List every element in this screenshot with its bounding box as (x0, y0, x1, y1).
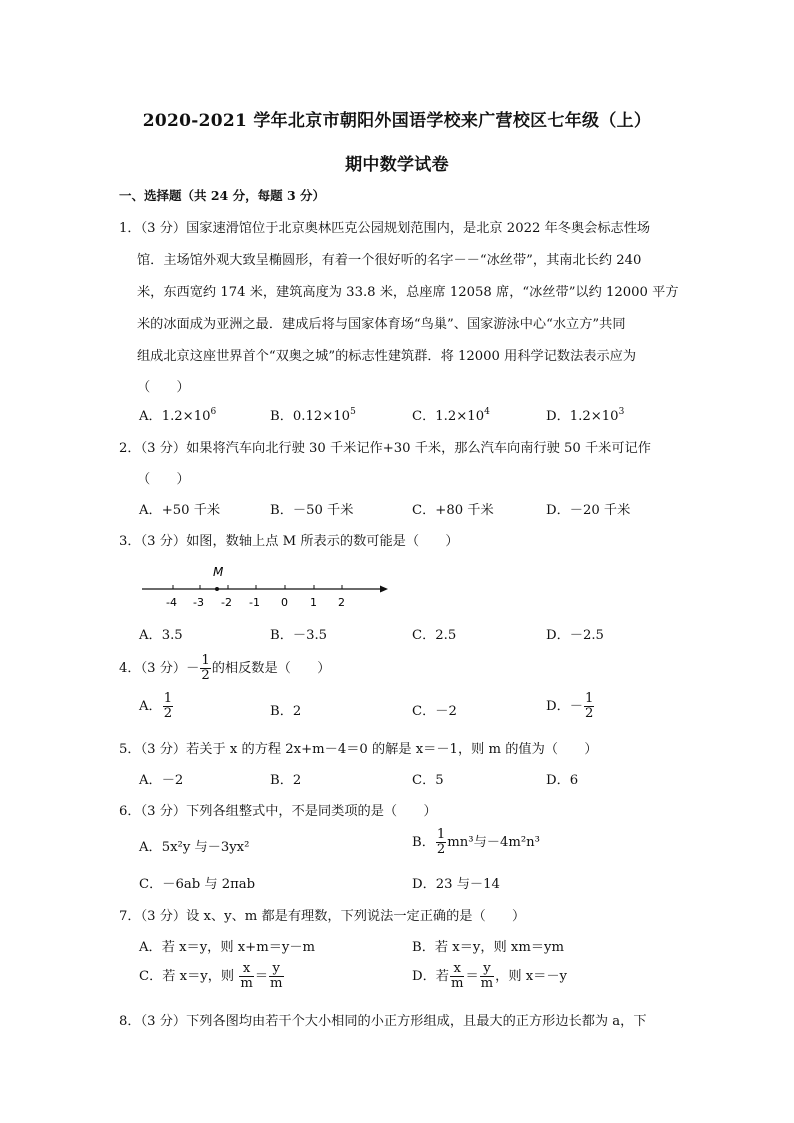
q1-line-1: 1．（3 分）国家速滑馆位于北京奥林匹克公园规划范围内，是北京 2022 年冬奥会标志性场 (119, 221, 651, 236)
q5-option-a[interactable]: A．－2 (139, 773, 184, 788)
q3-line: 3．（3 分）如图，数轴上点 M 所表示的数可能是（ ） (119, 534, 459, 549)
section-heading: 一、选择题（共 24 分，每题 3 分） (119, 188, 326, 203)
tick-label: 2 (338, 596, 345, 609)
q2-option-a[interactable]: A．+50 千米 (139, 503, 221, 518)
tick-label: 0 (281, 596, 288, 609)
q5-option-d[interactable]: D．6 (546, 773, 579, 788)
q7-option-b[interactable]: B．若 x＝y，则 xm＝ym (412, 940, 564, 955)
q4-option-d[interactable]: D．－ $\frac{1}{2}$ (546, 691, 594, 721)
q2-option-b[interactable]: B．－50 千米 (270, 503, 354, 518)
q7-option-d[interactable]: D．若 $\frac{x}{m}$ ＝ $\frac{y}{m}$ ，则 x＝－y (412, 961, 568, 991)
q6-option-c[interactable]: C．－6ab 与 2πab (139, 877, 256, 892)
tick-label: 1 (310, 596, 317, 609)
q6-line: 6．（3 分）下列各组整式中，不是同类项的是（ ） (119, 804, 437, 819)
q2-option-d[interactable]: D．－20 千米 (546, 503, 631, 518)
q5-option-c[interactable]: C．5 (412, 773, 444, 788)
exam-title-line2: 期中数学试卷 (345, 155, 449, 175)
exam-title-line1: 2020-2021 学年北京市朝阳外国语学校来广营校区七年级（上） (142, 111, 652, 131)
q2-line-1: 2．（3 分）如果将汽车向北行驶 30 千米记作+30 千米，那么汽车向南行驶 50 千米可记作 (119, 441, 651, 456)
q1-option-d[interactable]: D．$1.2\times 10^3$ (546, 407, 625, 424)
q1-option-a[interactable]: A．$1.2\times 10^6$ (139, 407, 217, 424)
q5-option-b[interactable]: B．2 (270, 773, 302, 788)
q6-option-d[interactable]: D．23 与－14 (412, 877, 500, 892)
number-line-figure (130, 558, 400, 614)
q4-option-a[interactable]: A． $\frac{1}{2}$ (139, 691, 173, 721)
tick-label: -4 (166, 596, 177, 609)
q8-line: 8．（3 分）下列各图均由若干个大小相同的小正方形组成，且最大的正方形边长都为 a，下 (119, 1014, 647, 1029)
fraction: $\frac{1}{2}$ (201, 653, 210, 683)
q4-option-b[interactable]: B．2 (270, 704, 302, 719)
q1-line-4: 米的冰面成为亚洲之最．建成后将与国家体育场“鸟巢”、国家游泳中心“水立方”共同 (137, 317, 626, 332)
q1-line-3: 米，东西宽约 174 米，建筑高度为 33.8 米，总座席 12058 席，“冰丝带”以约 12000 平方 (137, 285, 679, 300)
tick-label: -3 (193, 596, 204, 609)
q1-line-2: 馆．主场馆外观大致呈椭圆形，有着一个很好听的名字－－“冰丝带”，其南北长约 240 (137, 253, 642, 268)
q2-line-2: （ ） (137, 472, 190, 487)
q7-line: 7．（3 分）设 x、y、m 都是有理数，下列说法一定正确的是（ ） (119, 909, 526, 924)
q7-option-a[interactable]: A．若 x＝y，则 x+m＝y－m (139, 940, 316, 955)
q3-option-a[interactable]: A．3.5 (139, 628, 183, 643)
q4-option-c[interactable]: C．－2 (412, 704, 457, 719)
tick-label: -2 (221, 596, 232, 609)
number-line-arrow (380, 586, 388, 593)
q1-option-c[interactable]: C．$1.2\times 10^4$ (412, 407, 490, 424)
q1-line-6: （ ） (137, 380, 190, 395)
q3-option-d[interactable]: D．－2.5 (546, 628, 604, 643)
q6-option-b[interactable]: B． $\frac{1}{2}$ mn³与－4m²n³ (412, 827, 540, 857)
q3-option-b[interactable]: B．－3.5 (270, 628, 328, 643)
q4-line: 4．（3 分）－ $\frac{1}{2}$ 的相反数是（ ） (119, 653, 331, 683)
point-m (215, 587, 219, 591)
q2-option-c[interactable]: C．+80 千米 (412, 503, 494, 518)
q3-option-c[interactable]: C．2.5 (412, 628, 457, 643)
q5-line: 5．（3 分）若关于 x 的方程 2x+m－4＝0 的解是 x＝－1，则 m 的值为（ ） (119, 742, 598, 757)
q1-option-b[interactable]: B．$0.12\times 10^5$ (270, 407, 356, 424)
point-m-label: M (213, 565, 224, 579)
q1-line-5: 组成北京这座世界首个“双奥之城”的标志性建筑群．将 12000 用科学记数法表示应为 (137, 349, 637, 364)
tick-label: -1 (249, 596, 260, 609)
q6-option-a[interactable]: A．5x²y 与－3yx² (139, 840, 250, 855)
q7-option-c[interactable]: C．若 x＝y，则 $\frac{x}{m}$ ＝ $\frac{y}{m}$ (139, 961, 283, 991)
